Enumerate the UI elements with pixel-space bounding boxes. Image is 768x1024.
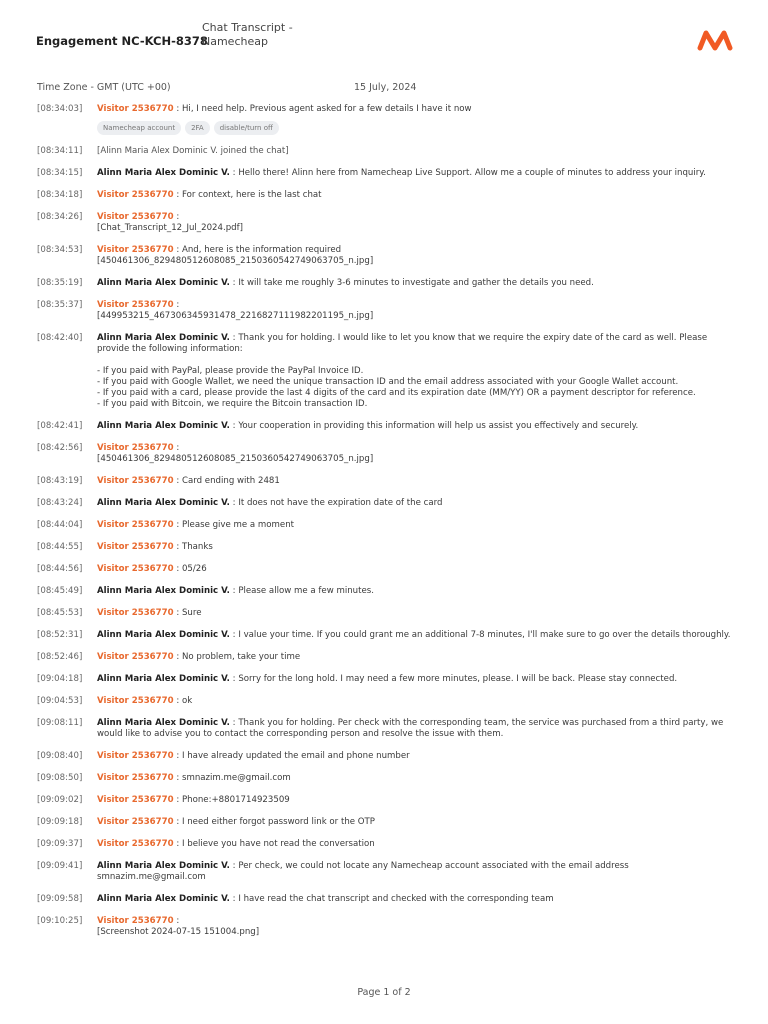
author-separator: : bbox=[229, 498, 239, 508]
message-body bbox=[97, 146, 737, 157]
message-text: It does not have the expiration date of the card bbox=[238, 498, 443, 508]
document-title-line1: Chat Transcript - bbox=[202, 21, 293, 34]
message-body bbox=[97, 795, 737, 806]
message-timestamp: [08:52:46] bbox=[37, 652, 83, 662]
message-body bbox=[97, 421, 737, 432]
author-separator: : bbox=[173, 817, 182, 827]
agent-name: Alinn Maria Alex Dominic V. bbox=[97, 674, 230, 684]
chat-message bbox=[37, 718, 737, 740]
message-text: Card ending with 2481 bbox=[181, 476, 280, 486]
author-separator: : bbox=[229, 894, 239, 904]
message-body bbox=[97, 542, 737, 553]
timezone: Time Zone - GMT (UTC +00) bbox=[37, 82, 171, 93]
chat-message bbox=[37, 839, 737, 850]
chat-message bbox=[37, 443, 737, 465]
chat-message bbox=[37, 696, 737, 707]
message-timestamp: [08:52:31] bbox=[37, 630, 83, 640]
chat-message bbox=[37, 333, 737, 410]
message-timestamp: [09:09:41] bbox=[37, 861, 83, 871]
document-title-line2: Namecheap bbox=[202, 35, 268, 48]
visitor-name: Visitor 2536770 bbox=[97, 300, 174, 310]
visitor-name: Visitor 2536770 bbox=[97, 652, 174, 662]
message-body bbox=[97, 773, 737, 784]
topic-tag: disable/turn off bbox=[214, 121, 279, 135]
author-separator: : bbox=[173, 245, 182, 255]
message-body bbox=[97, 674, 737, 685]
visitor-name: Visitor 2536770 bbox=[97, 608, 174, 618]
author-separator: : bbox=[229, 674, 239, 684]
message-timestamp: [09:08:11] bbox=[37, 718, 83, 728]
message-text: No problem, take your time bbox=[181, 652, 301, 662]
author-separator: : bbox=[173, 212, 180, 222]
attachment-filename: smnazim.me@gmail.com bbox=[97, 872, 206, 882]
visitor-name: Visitor 2536770 bbox=[97, 104, 174, 114]
message-timestamp: [08:35:19] bbox=[37, 278, 83, 288]
message-timestamp: [09:08:40] bbox=[37, 751, 83, 761]
message-body bbox=[97, 190, 737, 201]
message-body bbox=[97, 476, 737, 487]
message-text: I have read the chat transcript and checked with the corresponding team bbox=[238, 894, 554, 904]
payment-instruction-item: - If you paid with Bitcoin, we require the Bitcoin transaction ID. bbox=[97, 399, 368, 409]
author-separator: : bbox=[173, 300, 180, 310]
message-timestamp: [08:34:53] bbox=[37, 245, 83, 255]
chat-message bbox=[37, 894, 737, 905]
message-body bbox=[97, 652, 737, 663]
attachment-filename: [Screenshot 2024-07-15 151004.png] bbox=[97, 927, 260, 937]
message-text: Your cooperation in providing this information will help us assist you effectively and securely. bbox=[238, 421, 639, 431]
chat-message bbox=[37, 586, 737, 597]
message-text: Thank you for holding. Per check with the corresponding team, the service was purchased from a third party, we would like to advise you to contact the corresponding person and resolve the issue with them. bbox=[97, 718, 724, 739]
message-text: I value your time. If you could grant me an additional 7-8 minutes, I'll make sure to go over the details thoroughly. bbox=[238, 630, 731, 640]
message-text: Sure bbox=[181, 608, 202, 618]
visitor-name: Visitor 2536770 bbox=[97, 839, 174, 849]
message-timestamp: [09:09:18] bbox=[37, 817, 83, 827]
agent-name: Alinn Maria Alex Dominic V. bbox=[97, 333, 230, 343]
author-separator: : bbox=[173, 652, 182, 662]
message-body bbox=[97, 608, 737, 619]
message-text: Per check, we could not locate any Namecheap account associated with the email address bbox=[238, 861, 629, 871]
message-timestamp: [08:34:26] bbox=[37, 212, 83, 222]
chat-message bbox=[37, 773, 737, 784]
agent-name: Alinn Maria Alex Dominic V. bbox=[97, 861, 230, 871]
chat-message bbox=[37, 300, 737, 322]
message-timestamp: [08:45:49] bbox=[37, 586, 83, 596]
chat-message bbox=[37, 674, 737, 685]
chat-message bbox=[37, 146, 737, 157]
engagement-id: Engagement NC-KCH-8378 bbox=[36, 34, 208, 48]
visitor-name: Visitor 2536770 bbox=[97, 190, 174, 200]
author-separator: : bbox=[229, 278, 239, 288]
message-text: Thank you for holding. I would like to let you know that we require the expiry date of the card as well. Please provide the following information: bbox=[97, 333, 708, 354]
transcript-header bbox=[0, 0, 768, 70]
author-separator: : bbox=[173, 104, 182, 114]
topic-tag: 2FA bbox=[185, 121, 210, 135]
chat-message bbox=[37, 751, 737, 762]
chat-message bbox=[37, 278, 737, 289]
agent-name: Alinn Maria Alex Dominic V. bbox=[97, 498, 230, 508]
message-body bbox=[97, 168, 737, 179]
message-text: Thanks bbox=[181, 542, 213, 552]
message-timestamp: [08:42:40] bbox=[37, 333, 83, 343]
message-text: Sorry for the long hold. I may need a few more minutes, please. I will be back. Please stay connected. bbox=[238, 674, 678, 684]
author-separator: : bbox=[229, 586, 239, 596]
chat-message bbox=[37, 104, 737, 135]
chat-message bbox=[37, 630, 737, 641]
chat-message bbox=[37, 817, 737, 828]
message-timestamp: [08:34:15] bbox=[37, 168, 83, 178]
message-body bbox=[97, 586, 737, 597]
message-text: And, here is the information required bbox=[181, 245, 342, 255]
message-text: I have already updated the email and phone number bbox=[181, 751, 410, 761]
message-body bbox=[97, 751, 737, 762]
author-separator: : bbox=[173, 520, 182, 530]
message-body bbox=[97, 817, 737, 828]
message-body bbox=[97, 916, 737, 938]
message-body bbox=[97, 718, 737, 740]
author-separator: : bbox=[229, 333, 239, 343]
message-text: 05/26 bbox=[181, 564, 207, 574]
message-text: Phone:+8801714923509 bbox=[181, 795, 290, 805]
visitor-name: Visitor 2536770 bbox=[97, 212, 174, 222]
message-text: For context, here is the last chat bbox=[181, 190, 322, 200]
visitor-name: Visitor 2536770 bbox=[97, 476, 174, 486]
message-timestamp: [09:09:02] bbox=[37, 795, 83, 805]
message-text: I need either forgot password link or the OTP bbox=[181, 817, 375, 827]
author-separator: : bbox=[173, 542, 182, 552]
message-body bbox=[97, 443, 737, 465]
attachment-filename: [449953215_467306345931478_2216827111982201195_n.jpg] bbox=[97, 311, 374, 321]
message-timestamp: [08:43:19] bbox=[37, 476, 83, 486]
chat-message bbox=[37, 652, 737, 663]
agent-name: Alinn Maria Alex Dominic V. bbox=[97, 718, 230, 728]
topic-tag: Namecheap account bbox=[97, 121, 181, 135]
chat-transcript bbox=[37, 104, 737, 949]
message-timestamp: [09:09:58] bbox=[37, 894, 83, 904]
page-number: Page 1 of 2 bbox=[357, 987, 411, 998]
visitor-name: Visitor 2536770 bbox=[97, 751, 174, 761]
transcript-date: 15 July, 2024 bbox=[354, 82, 417, 93]
message-body bbox=[97, 861, 737, 883]
message-timestamp: [08:35:37] bbox=[37, 300, 83, 310]
message-timestamp: [08:34:11] bbox=[37, 146, 83, 156]
message-timestamp: [08:34:03] bbox=[37, 104, 83, 114]
agent-name: Alinn Maria Alex Dominic V. bbox=[97, 894, 230, 904]
visitor-name: Visitor 2536770 bbox=[97, 520, 174, 530]
message-text: I believe you have not read the conversation bbox=[181, 839, 375, 849]
message-timestamp: [09:09:37] bbox=[37, 839, 83, 849]
chat-message bbox=[37, 916, 737, 938]
author-separator: : bbox=[173, 839, 182, 849]
chat-message bbox=[37, 542, 737, 553]
author-separator: : bbox=[229, 421, 239, 431]
message-body bbox=[97, 696, 737, 707]
author-separator: : bbox=[173, 795, 182, 805]
message-timestamp: [08:44:56] bbox=[37, 564, 83, 574]
message-timestamp: [08:34:18] bbox=[37, 190, 83, 200]
system-message: [Alinn Maria Alex Dominic V. joined the chat] bbox=[97, 146, 289, 156]
message-body bbox=[97, 520, 737, 531]
message-body bbox=[97, 564, 737, 575]
document-title bbox=[202, 21, 312, 49]
chat-message bbox=[37, 476, 737, 487]
message-timestamp: [09:10:25] bbox=[37, 916, 83, 926]
message-text: ok bbox=[181, 696, 193, 706]
topic-tags bbox=[97, 121, 737, 135]
attachment-filename: [Chat_Transcript_12_Jul_2024.pdf] bbox=[97, 223, 243, 233]
agent-name: Alinn Maria Alex Dominic V. bbox=[97, 586, 230, 596]
author-separator: : bbox=[173, 751, 182, 761]
message-timestamp: [09:04:18] bbox=[37, 674, 83, 684]
message-timestamp: [08:42:41] bbox=[37, 421, 83, 431]
namecheap-logo-icon bbox=[697, 29, 733, 51]
author-separator: : bbox=[173, 773, 182, 783]
chat-message bbox=[37, 520, 737, 531]
visitor-name: Visitor 2536770 bbox=[97, 916, 174, 926]
chat-message bbox=[37, 861, 737, 883]
visitor-name: Visitor 2536770 bbox=[97, 542, 174, 552]
author-separator: : bbox=[173, 696, 182, 706]
message-body bbox=[97, 839, 737, 850]
visitor-name: Visitor 2536770 bbox=[97, 817, 174, 827]
chat-message bbox=[37, 245, 737, 267]
author-separator: : bbox=[229, 718, 239, 728]
author-separator: : bbox=[173, 443, 180, 453]
attachment-filename: [450461306_829480512608085_2150360542749063705_n.jpg] bbox=[97, 454, 374, 464]
author-separator: : bbox=[229, 168, 239, 178]
message-body bbox=[97, 278, 737, 289]
author-separator: : bbox=[173, 564, 182, 574]
chat-message bbox=[37, 795, 737, 806]
chat-message bbox=[37, 498, 737, 509]
message-body bbox=[97, 245, 737, 267]
payment-instruction-item: - If you paid with Google Wallet, we need the unique transaction ID and the email address associated with your Google Wallet account. bbox=[97, 377, 679, 387]
message-timestamp: [08:43:24] bbox=[37, 498, 83, 508]
message-text: It will take me roughly 3-6 minutes to investigate and gather the details you need. bbox=[238, 278, 594, 288]
author-separator: : bbox=[173, 608, 182, 618]
author-separator: : bbox=[229, 861, 239, 871]
visitor-name: Visitor 2536770 bbox=[97, 773, 174, 783]
message-timestamp: [08:44:55] bbox=[37, 542, 83, 552]
message-text: Hi, I need help. Previous agent asked for a few details I have it now bbox=[181, 104, 472, 114]
chat-message bbox=[37, 190, 737, 201]
message-body bbox=[97, 333, 737, 410]
agent-name: Alinn Maria Alex Dominic V. bbox=[97, 168, 230, 178]
visitor-name: Visitor 2536770 bbox=[97, 564, 174, 574]
author-separator: : bbox=[173, 476, 182, 486]
payment-instruction-item: - If you paid with a card, please provide the last 4 digits of the card and its expiration date (MM/YY) OR a payment descriptor for reference. bbox=[97, 388, 696, 398]
visitor-name: Visitor 2536770 bbox=[97, 245, 174, 255]
message-body bbox=[97, 894, 737, 905]
payment-instruction-item: - If you paid with PayPal, please provide the PayPal Invoice ID. bbox=[97, 366, 364, 376]
message-body bbox=[97, 498, 737, 509]
agent-name: Alinn Maria Alex Dominic V. bbox=[97, 421, 230, 431]
message-text: Please allow me a few minutes. bbox=[238, 586, 374, 596]
message-text: Hello there! Alinn here from Namecheap Live Support. Allow me a couple of minutes to address your inquiry. bbox=[238, 168, 706, 178]
agent-name: Alinn Maria Alex Dominic V. bbox=[97, 630, 230, 640]
chat-message bbox=[37, 212, 737, 234]
message-timestamp: [09:08:50] bbox=[37, 773, 83, 783]
author-separator: : bbox=[229, 630, 239, 640]
attachment-filename: [450461306_829480512608085_2150360542749063705_n.jpg] bbox=[97, 256, 374, 266]
visitor-name: Visitor 2536770 bbox=[97, 696, 174, 706]
message-timestamp: [09:04:53] bbox=[37, 696, 83, 706]
message-timestamp: [08:42:56] bbox=[37, 443, 83, 453]
message-body bbox=[97, 104, 737, 135]
message-timestamp: [08:44:04] bbox=[37, 520, 83, 530]
visitor-name: Visitor 2536770 bbox=[97, 795, 174, 805]
author-separator: : bbox=[173, 916, 180, 926]
chat-message bbox=[37, 608, 737, 619]
agent-name: Alinn Maria Alex Dominic V. bbox=[97, 278, 230, 288]
message-body bbox=[97, 212, 737, 234]
chat-message bbox=[37, 421, 737, 432]
chat-message bbox=[37, 168, 737, 179]
message-text: Please give me a moment bbox=[181, 520, 295, 530]
message-body bbox=[97, 300, 737, 322]
author-separator: : bbox=[173, 190, 182, 200]
payment-instructions-list bbox=[97, 366, 737, 410]
chat-message bbox=[37, 564, 737, 575]
visitor-name: Visitor 2536770 bbox=[97, 443, 174, 453]
message-text: smnazim.me@gmail.com bbox=[181, 773, 291, 783]
message-timestamp: [08:45:53] bbox=[37, 608, 83, 618]
message-body bbox=[97, 630, 737, 641]
